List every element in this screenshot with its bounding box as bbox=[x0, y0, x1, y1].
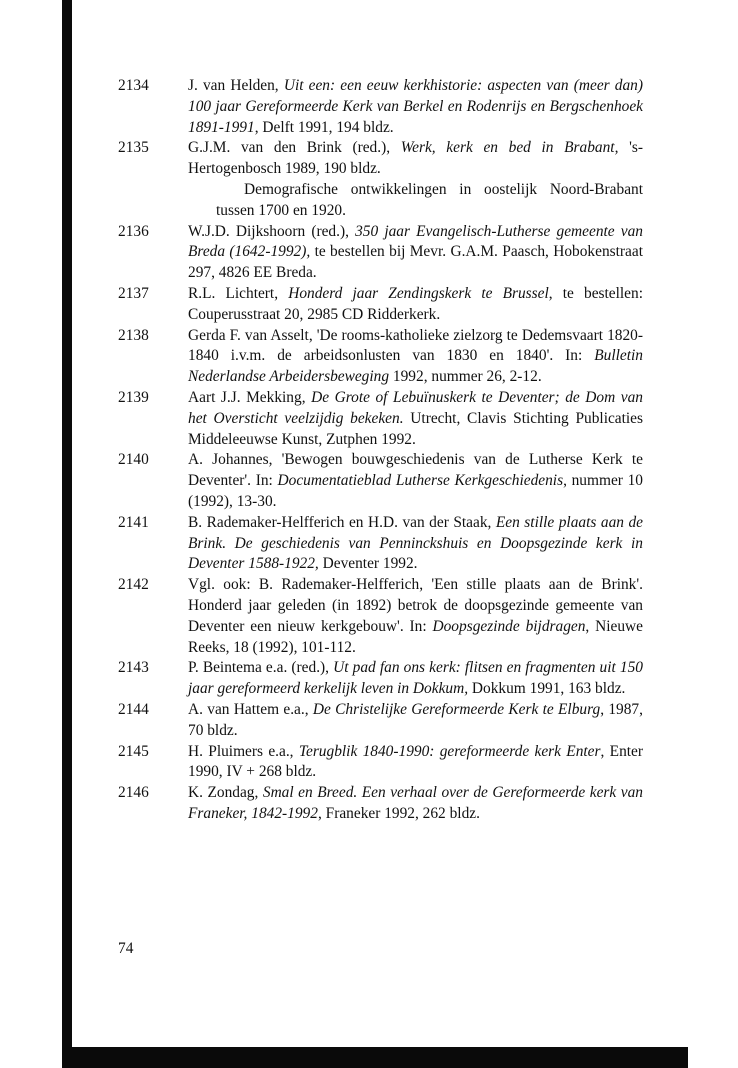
scan-border-bottom bbox=[62, 1047, 688, 1068]
entry-2135 bbox=[118, 138, 644, 180]
entry-text: Gerda F. van Asselt, 'De rooms-katholieke zielzorg te Dedemsvaart 1820-1840 i.v.m. de arbeidsonlusten van 1830 en 1840'. In: Bulletin Nederlandse Arbeidersbeweging 1992, nummer 26, 2-12. bbox=[188, 326, 643, 386]
entry-text: K. Zondag, Smal en Breed. Een verhaal over de Gereformeerde kerk van Franeker, 1842-1992, Franeker 1992, 262 bldz. bbox=[188, 784, 643, 822]
entry-text: B. Rademaker-Helfferich en H.D. van der Staak, Een stille plaats aan de Brink. De geschiedenis van Penninckshuis en Doopsgezinde kerk in Deventer 1588-1922, Deventer 1992. bbox=[188, 513, 643, 573]
entry-2138 bbox=[118, 326, 644, 388]
entry-2142 bbox=[118, 575, 644, 658]
entry-text: R.L. Lichtert, Honderd jaar Zendingskerk te Brussel, te bestellen: Couperusstraat 20, 2985 CD Ridderkerk. bbox=[188, 284, 643, 323]
entry-number: 2141 bbox=[118, 513, 149, 531]
entry-2140 bbox=[118, 450, 644, 512]
entry-2136 bbox=[118, 222, 644, 284]
entry-number: 2136 bbox=[118, 222, 149, 240]
entry-text: P. Beintema e.a. (red.), Ut pad fan ons kerk: flitsen en fragmenten uit 150 jaar gereformeerd kerkelijk leven in Dokkum, Dokkum 1991, 163 bldz. bbox=[188, 659, 643, 698]
entry-2141 bbox=[118, 513, 644, 575]
entry-number: 2144 bbox=[118, 700, 149, 718]
entry-text: A. van Hattem e.a., De Christelijke Gereformeerde Kerk te Elburg, 1987, 70 bldz. bbox=[188, 700, 643, 739]
entry-number: 2143 bbox=[118, 659, 149, 677]
entry-text: J. van Helden, Uit een: een eeuw kerkhistorie: aspecten van (meer dan) 100 jaar Gereformeerde Kerk van Berkel en Rodenrijs en Bergschenhoek 1891-1991, Delft 1991, 194 bldz. bbox=[188, 77, 643, 136]
entry-2144 bbox=[118, 700, 644, 742]
entry-number: 2138 bbox=[118, 326, 149, 344]
entry-text: H. Pluimers e.a., Terugblik 1840-1990: gereformeerde kerk Enter, Enter 1990, IV + 268 bldz. bbox=[188, 742, 643, 781]
page-number: 74 bbox=[118, 940, 134, 957]
entry-text: G.J.M. van den Brink (red.), Werk, kerk en bed in Brabant, 's-Hertogenbosch 1989, 190 bldz. bbox=[188, 139, 643, 178]
scan-border-left bbox=[62, 0, 72, 1068]
entry-number: 2134 bbox=[118, 77, 149, 94]
entry-text: A. Johannes, 'Bewogen bouwgeschiedenis van de Lutherse Kerk te Deventer'. In: Documentatieblad Lutherse Kerkgeschiedenis, nummer 10 (1992), 13-30. bbox=[188, 451, 643, 510]
entry-number: 2139 bbox=[118, 388, 149, 406]
entry-2145 bbox=[118, 742, 644, 784]
entry-text: W.J.D. Dijkshoorn (red.), 350 jaar Evangelisch-Lutherse gemeente van Breda (1642-1992), te bestellen bij Mevr. G.A.M. Paasch, Hobokenstraat 297, 4826 EE Breda. bbox=[188, 222, 643, 282]
entry-2143 bbox=[118, 658, 644, 700]
entry-2139 bbox=[118, 388, 644, 450]
entry-text: Vgl. ook: B. Rademaker-Helfferich, 'Een stille plaats aan de Brink'. Honderd jaar geleden (in 1892) betrok de doopsgezinde gemeente van Deventer een nieuw kerkgebouw'. In: Doopsgezinde bijdragen, Nieuwe Reeks, 18 (1992), 101-112. bbox=[188, 576, 643, 656]
bibliography-list bbox=[118, 76, 644, 825]
entry-number: 2137 bbox=[118, 284, 149, 302]
entry-2146 bbox=[118, 783, 644, 825]
entry-number: 2140 bbox=[118, 451, 149, 469]
entry-2135-subnote: Demografische ontwikkelingen in oostelijk Noord-Brabant tussen 1700 en 1920. bbox=[216, 180, 643, 219]
entry-number: 2146 bbox=[118, 784, 149, 802]
entry-text: Aart J.J. Mekking, De Grote of Lebuïnuskerk te Deventer; de Dom van het Oversticht veelzijdig bekeken. Utrecht, Clavis Stichting Publicaties Middeleeuwse Kunst, Zutphen 1992. bbox=[188, 388, 644, 448]
entry-2137 bbox=[118, 284, 644, 326]
entry-number: 2142 bbox=[118, 576, 149, 594]
entry-number: 2135 bbox=[118, 139, 149, 157]
entry-2134 bbox=[118, 76, 644, 138]
entry-number: 2145 bbox=[118, 742, 149, 760]
